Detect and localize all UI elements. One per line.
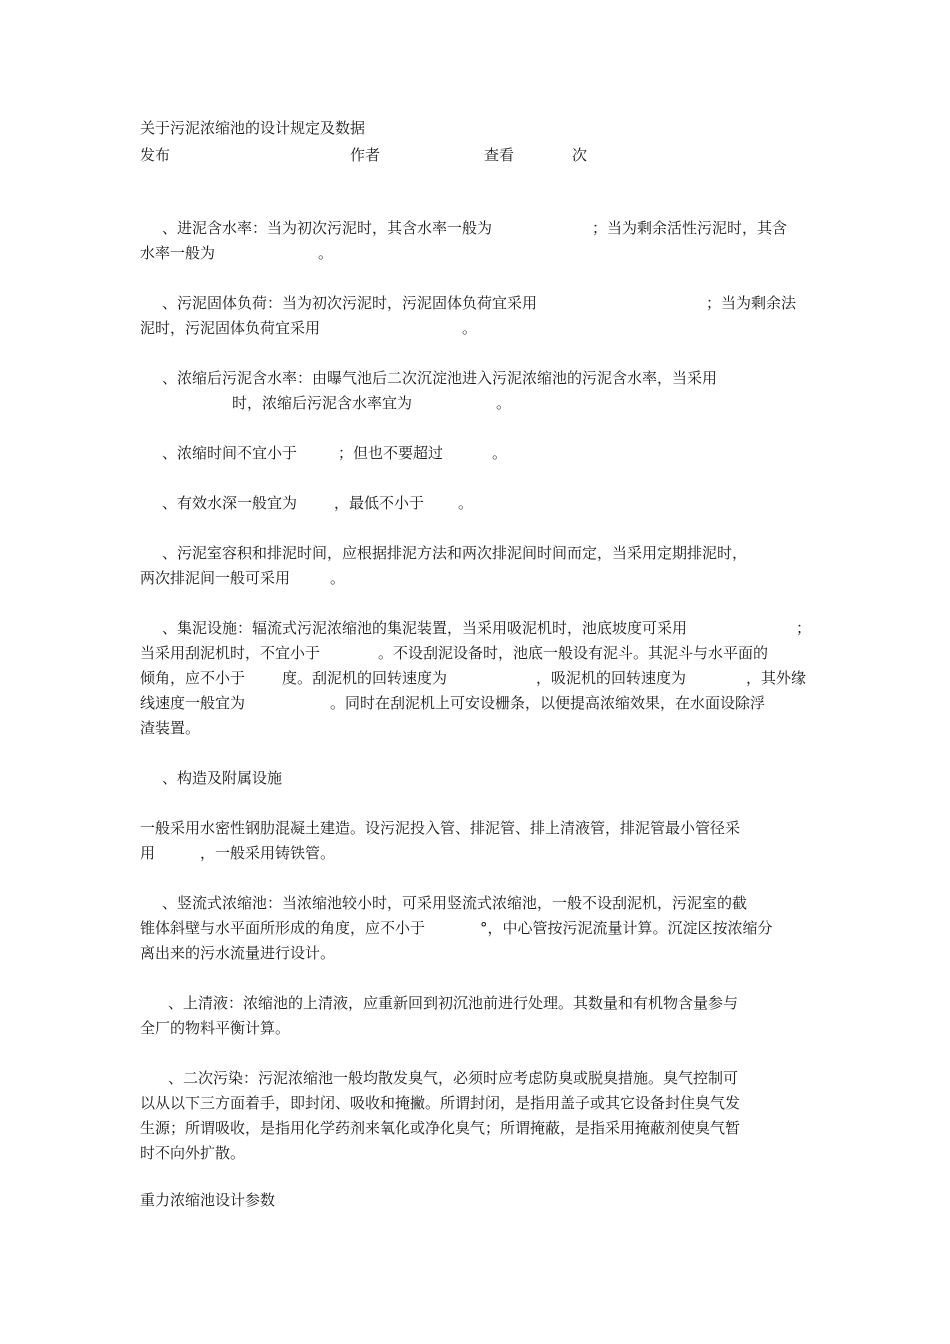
paragraph-6-line-2 xyxy=(140,568,810,588)
paragraph-text: 、上清液：浓缩池的上清液，应重新回到初沉池前进行处理。其数量和有机物含量参与 xyxy=(168,994,739,1012)
paragraph-1-line-1 xyxy=(140,218,810,238)
paragraph-11-line-3 xyxy=(140,1118,810,1138)
paragraph-9-line-1 xyxy=(140,893,810,913)
paragraph-text: ，最低不小于 xyxy=(334,494,425,512)
heading-text: 重力浓缩池设计参数 xyxy=(140,1191,276,1209)
paragraph-text: 时，浓缩后污泥含水率宜为 xyxy=(232,394,413,412)
paragraph-11-line-1 xyxy=(140,1068,810,1088)
paragraph-9-line-3 xyxy=(140,943,810,963)
paragraph-text: 、进泥含水率：当为初次污泥时，其含水率一般为 xyxy=(162,219,493,237)
paragraph-10-line-2 xyxy=(140,1018,810,1038)
paragraph-text: 、二次污染：污泥浓缩池一般均散发臭气，必须时应考虑防臭或脱臭措施。臭气控制可 xyxy=(168,1069,739,1087)
paragraph-9-line-2 xyxy=(140,918,810,938)
paragraph-text: ； xyxy=(796,619,812,637)
paragraph-3-line-1 xyxy=(140,368,810,388)
paragraph-text: 水率一般为 xyxy=(140,244,216,262)
meta-author: 作者 xyxy=(350,146,381,164)
paragraph-text: 线速度一般宜为 xyxy=(140,694,246,712)
paragraph-8-line-2 xyxy=(140,843,810,863)
paragraph-text: 。 xyxy=(458,494,474,512)
heading-text: 、构造及附属设施 xyxy=(162,769,283,787)
paragraph-text: 、污泥固体负荷：当为初次污泥时，污泥固体负荷宜采用 xyxy=(162,294,538,312)
paragraph-text: 。 xyxy=(462,319,478,337)
meta-times: 次 xyxy=(572,146,588,164)
paragraph-text: 、污泥室容积和排泥时间，应根据排泥方法和两次排泥间时间而定，当采用定期排泥时， xyxy=(162,544,748,562)
paragraph-text: 。 xyxy=(496,394,512,412)
document-title xyxy=(140,118,365,138)
paragraph-text: ，其外缘 xyxy=(746,669,807,687)
paragraph-text: ，一般采用铸铁管。 xyxy=(200,844,336,862)
paragraph-7-line-2 xyxy=(140,643,810,663)
paragraph-3-line-2 xyxy=(140,393,810,413)
paragraph-text: 两次排泥间一般可采用 xyxy=(140,569,291,587)
paragraph-7-line-4 xyxy=(140,693,810,713)
paragraph-2-line-1 xyxy=(140,293,810,313)
section-heading-gravity-thickener xyxy=(140,1190,275,1210)
paragraph-7-line-3 xyxy=(140,668,810,688)
paragraph-text: 。 xyxy=(318,244,334,262)
paragraph-10-line-1 xyxy=(140,993,810,1013)
meta-publish: 发布 xyxy=(140,146,171,164)
paragraph-text: 、集泥设施：辐流式污泥浓缩池的集泥装置，当采用吸泥机时，池底坡度可采用 xyxy=(162,619,688,637)
paragraph-7-line-1 xyxy=(140,618,810,638)
paragraph-text: 、浓缩时间不宜小于 xyxy=(162,444,298,462)
paragraph-4 xyxy=(140,443,810,463)
paragraph-text: 以从以下三方面着手，即封闭、吸收和掩撇。所谓封闭，是指用盖子或其它设备封住臭气发 xyxy=(140,1094,741,1112)
paragraph-text: 用 xyxy=(140,844,156,862)
meta-line xyxy=(140,145,740,165)
paragraph-text: 锥体斜壁与水平面所形成的角度，应不小于 xyxy=(140,919,426,937)
paragraph-6-line-1 xyxy=(140,543,810,563)
paragraph-text: 、浓缩后污泥含水率：由曝气池后二次沉淀池进入污泥浓缩池的污泥含水率，当采用 xyxy=(162,369,718,387)
paragraph-text: 度。刮泥机的回转速度为 xyxy=(282,669,448,687)
paragraph-text: 、有效水深一般宜为 xyxy=(162,494,298,512)
meta-view: 查看 xyxy=(484,146,515,164)
paragraph-text: 。不设刮泥设备时，池底一般设有泥斗。其泥斗与水平面的 xyxy=(378,644,769,662)
paragraph-text: 。 xyxy=(330,569,346,587)
paragraph-text: ；但也不要超过 xyxy=(338,444,444,462)
paragraph-text: 时不向外扩散。 xyxy=(140,1144,246,1162)
paragraph-text: 倾角，应不小于 xyxy=(140,669,246,687)
paragraph-text: 。同时在刮泥机上可安设栅条，以便提高浓缩效果，在水面设除浮 xyxy=(330,694,766,712)
section-heading-construction xyxy=(140,768,810,788)
paragraph-text: ，吸泥机的回转速度为 xyxy=(536,669,687,687)
paragraph-text: 泥时，污泥固体负荷宜采用 xyxy=(140,319,321,337)
paragraph-text: 渣装置。 xyxy=(140,719,201,737)
paragraph-text: 、竖流式浓缩池：当浓缩池较小时，可采用竖流式浓缩池，一般不设刮泥机，污泥室的截 xyxy=(162,894,748,912)
paragraph-7-line-5 xyxy=(140,718,810,738)
paragraph-text: °，中心管按污泥流量计算。沉淀区按浓缩分 xyxy=(480,919,773,937)
paragraph-text: ；当为剩余活性污泥时，其含 xyxy=(592,219,788,237)
paragraph-text: 全厂的物料平衡计算。 xyxy=(140,1019,291,1037)
paragraph-5 xyxy=(140,493,810,513)
paragraph-text: 一般采用水密性钢肋混凝土建造。设污泥投入管、排泥管、排上清液管，排泥管最小管径采 xyxy=(140,819,741,837)
paragraph-text: 当采用刮泥机时，不宜小于 xyxy=(140,644,321,662)
paragraph-text: 离出来的污水流量进行设计。 xyxy=(140,944,336,962)
paragraph-11-line-2 xyxy=(140,1093,810,1113)
paragraph-2-line-2 xyxy=(140,318,810,338)
paragraph-text: 生源；所谓吸收，是指用化学药剂来氧化或净化臭气；所谓掩蔽，是指采用掩蔽剂使臭气暂 xyxy=(140,1119,741,1137)
paragraph-text: ；当为剩余法 xyxy=(706,294,797,312)
paragraph-1-line-2 xyxy=(140,243,810,263)
paragraph-text: 。 xyxy=(492,444,508,462)
paragraph-8-line-1 xyxy=(140,818,810,838)
paragraph-11-line-4 xyxy=(140,1143,810,1163)
title-text: 关于污泥浓缩池的设计规定及数据 xyxy=(140,119,366,137)
